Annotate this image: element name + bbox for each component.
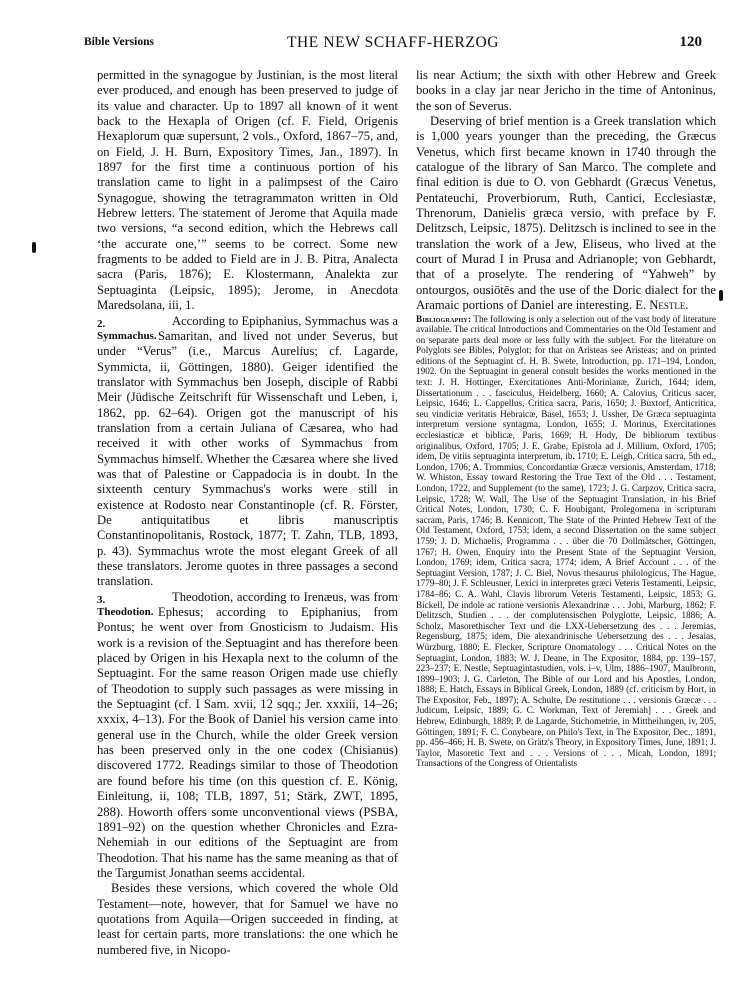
sidenote-theodotion: 3. Theodotion.: [97, 593, 154, 619]
paragraph-theodotion: [97, 590, 398, 882]
paragraph-symmachus-text: According to Epiphanius, Symmachus was a Samaritan, and lived not under Severus, but under “Verus” (i.e., Marcus Aurelius; cf. Lagarde, Symmicta, ii, Göttingen, 1880). Geiger identified the translator with Symmachus ben Joseph, disciple of Rabbi Meir (Jüdische Zeitschrift für Wissenschaft und Leben, i, 1862, pp. 62–64). Origen got the manuscript of his translation from a certain Juliana of Cæsarea, who had received it with other works of Symmachus from Symmachus himself. Whether the Cæsarea where she lived was that of Palestine or Cappadocia is in doubt. In the sixteenth century Symmachus's works were still in existence at Rodosto near Constantinople (cf. R. Förster, De antiquitatibus et libris manuscriptis Constantinopolitanis, Rostock, 1877; T. Zahn, TLB, 1893, p. 43). Symmachus wrote the most elegant Greek of all these translators. Jerome quotes in three passages a second translation.: [97, 313, 398, 589]
paragraph-nicopolis: lis near Actium; the sixth with other Hebrew and Greek books in a clay jar near Jericho in the time of Antoninus, the son of Severus.: [416, 68, 716, 113]
paragraph-graecus-venetus-text: Deserving of brief mention is a Greek translation which is 1,000 years younger than the preceding, the Græcus Venetus, which first became known in 1740 through the catalogue of the library of San Marco. The complete and final edition is due to O. von Gebhardt (Græcus Venetus, Pentateuchi, Proverbiorum, Ruth, Cantici, Ecclesiastæ, Threnorum, Danielis græca versio, with preface by F. Delitzsch, Leipsic, 1875). Delitzsch is inclined to see in the translation the work of a Jew, Eliseus, who lived at the court of Murad I in Prusa and Adrianople; von Gebhardt, that of a proselyte. The rendering of “Yahweh” by ontourgos, ousiōtēs and the use of the Doric dialect for the Aramaic portions of Daniel are interesting.: [416, 114, 716, 313]
paragraph-symmachus: [97, 314, 398, 590]
paragraph-graecus-venetus: [416, 114, 716, 313]
section-title: Bible Versions: [84, 36, 154, 48]
page-number: 120: [679, 34, 702, 50]
bibliography: [416, 314, 716, 770]
running-header: [84, 34, 702, 54]
margin-mark-right: [719, 290, 723, 301]
publication-title: THE NEW SCHAFF-HERZOG: [286, 34, 500, 51]
bibliography-label: Bibliography:: [416, 313, 472, 324]
paragraph-theodotion-text: Theodotion, according to Irenæus, was from Ephesus; according to Epiphanius, from Pontus; he went over from Gnosticism to Judaism. His work is a revision of the Septuagint and has therefore been placed by Origen in his Hexapla next to the column of the Septuagint. For the same reason Origen made use chiefly of Theodotion to supply such passages as were missing in the Septuagint (cf. I Sam. xvii, 12 sqq.; Jer. xxxiii, 14–26; xxxix, 4–13). For the Book of Daniel his version came into general use in the Church, while the older Greek version has been preserved only in the one codex (Chisianus) discovered 1772. Readings similar to those of Theodotion are found before his time (on this question cf. E. König, Einleitung, ii, 108; TLB, 1897, 51; Stärk, ZWT, 1895, 288). Howorth offers some unconventional views (PSBA, 1891–92) on the question whether Chronicles and Ezra-Nehemiah in our editions of the Septuagint are from Theodotion. That his name has the same meaning as that of the Targumist Jonathan seems accidental.: [97, 589, 398, 880]
right-column: [416, 68, 716, 769]
paragraph-aquila: permitted in the synagogue by Justinian, is the most literal ever produced, and enough has been preserved to judge of its value and character. Up to 1897 all known of it went back to the Hexapla of Origen (cf. F. Field, Origenis Hexaplorum quæ supersunt, 2 vols., Oxford, 1867–75, and, on Field, J. H. Burn, Expository Times, Jan., 1897). In 1897 for the first time a continuous portion of his translation came to light in a palimpsest of the Cairo Synagogue, showing the tetragrammaton written in Old Hebrew letters. The statement of Jerome that Aquila made two versions, “a second edition, which the Hebrews call ‘the accurate one,’” seems to be correct. Some new fragments to be added to Field are in J. B. Pitra, Analecta sacra (Paris, 1876); E. Klostermann, Analekta zur Septuaginta (Leipsic, 1895); Jerome, in Anecdota Maredsolana, iii, 1.: [97, 68, 398, 313]
bibliography-text: The following is only a selection out of the vast body of literature available. The critical Introductions and Commentaries on the Old Testament and on separate parts deal more or less fully with the subject. For the literature on Polyglots see Bibles, Polyglot; for that on Aristeas see Aristeas; and on printed editions of the Septuagint cf. H. B. Swete, Introduction, pp. 171–194, London, 1902. On the Septuagint in general consult besides the works mentioned in the text: J. H. Hottinger, Exercitationes Anti-Morinianæ, Zurich, 1644; idem, Dissertationum . . . fasciculus, Heidelberg, 1660; A. Calovius, Criticus sacer, Leipsic, 1646; L. Cappellus, Critica sacra, Paris, 1650; J. Buxtorf, Anticritica, seu vindiciæ veritatis Hebraicæ, Basel, 1653; J. Ussher, De Græca septuaginta interpretum versione syntagma, London, 1655; J. Morinus, Exercitationes ecclesiasticæ et biblicæ, Paris, 1669; H. Hody, De bibliorum textibus originalibus, Oxford, 1705; J. E. Grabe, Epistola ad J. Millium, Oxford, 1705; idem, De vitiis septuaginta interpretum, ib. 1710; E. Leigh, Critica sacra, 5th ed., London, 1706; A. Trommius, Concordantiæ Græcæ versionis, Amsterdam, 1718; W. Whiston, Essay toward Restoring the True Text of the Old . . . Testament, London, 1722, and Supplement (to the same), 1723; J. G. Carpzov, Critica sacra, Leipsic, 1728; W. Wall, The Use of the Septuagint Translation, in his Brief Critical Notes, London, 1730; C. F. Houbigant, Prolegomena in scripturam sacram, Paris, 1746; B. Kennicott, The State of the Printed Hebrew Text of the Old Testament, Oxford, 1753; idem, a second Dissertation on the same subject 1759; J. D. Michaelis, Programma . . . über die 70 Dollmätscher, Göttingen, 1767; H. Owen, Enquiry into the Present State of the Septuagint Version, London, 1769; idem, Critica sacra, 1774; idem, A Brief Account . . . of the Septuagint Version, 1787; J. C. Biel, Novus thesaurus philologicus, The Hague, 1779–80; J. F. Schleusner, Lexici in interpretes græci Veteris Testamenti, Leipsic, 1784–86; C. A. Wahl, Clavis librorum Veteris Testamenti, Leipsic, 1853; G. Bickell, De indole ac ratione versionis Alexandrinæ . . . Jobi, Marburg, 1862; F. Delitzsch, Studien . . . der complutensischen Polyglotte, Leipsic, 1886; A. Scholz, Masorethischer Text und die LXX-Uebersetzung des . . . Jeremias, Regensburg, 1875; idem, Die alexandrinische Uebersetzung des . . . Jesaias, Würzburg, 1880; E. Flecker, Scripture Onomatology . . . Critical Notes on the Septuagint, London, 1883; W. J. Deane, in The Expositor, 1884, pp. 139–157, 223–237; E. Nestle, Septuagintastudien, vols. i–v, Ulm, 1886–1907, Maulbronn, 1899–1903; J. G. Carleton, The Bible of our Lord and his Apostles, London, 1888; E. Hatch, Essays in Biblical Greek, London, 1889 (cf. criticism by Hort, in The Expositor, Feb., 1897); A. Schulte, De restitutione . . . versionis Græcæ . . . Judicum, Leipsic, 1889; G. C. Workman, Text of Jeremiah] . . . Greek and Hebrew, Edinburgh, 1889; P. de Lagarde, Stichometrie, in Mittheilungen, iv, 205, Göttingen, 1891; F. C. Conybeare, on Philo's Text, in The Expositor, Dec., 1891, pp. 456–466; H. B. Swete, on Grätz's Theory, in Expository Times, June, 1891; J. Taylor, Masoretic Text and . . . Versions of . . . Micah, London, 1891; Transactions of the Congress of Orientalists: [416, 313, 716, 769]
author-signature: E. Nestle.: [635, 298, 689, 313]
margin-mark-left: [32, 242, 36, 253]
sidenote-symmachus: 2. Symmachus.: [97, 317, 157, 342]
paragraph-other-versions: Besides these versions, which covered the whole Old Testament—note, however, that for Samuel we have no quotations from Aquila—Origen succeeded in finding, at least for certain parts, more translations: the one which he numbered five, in Nicopo-: [97, 881, 398, 957]
left-column: [97, 68, 398, 958]
